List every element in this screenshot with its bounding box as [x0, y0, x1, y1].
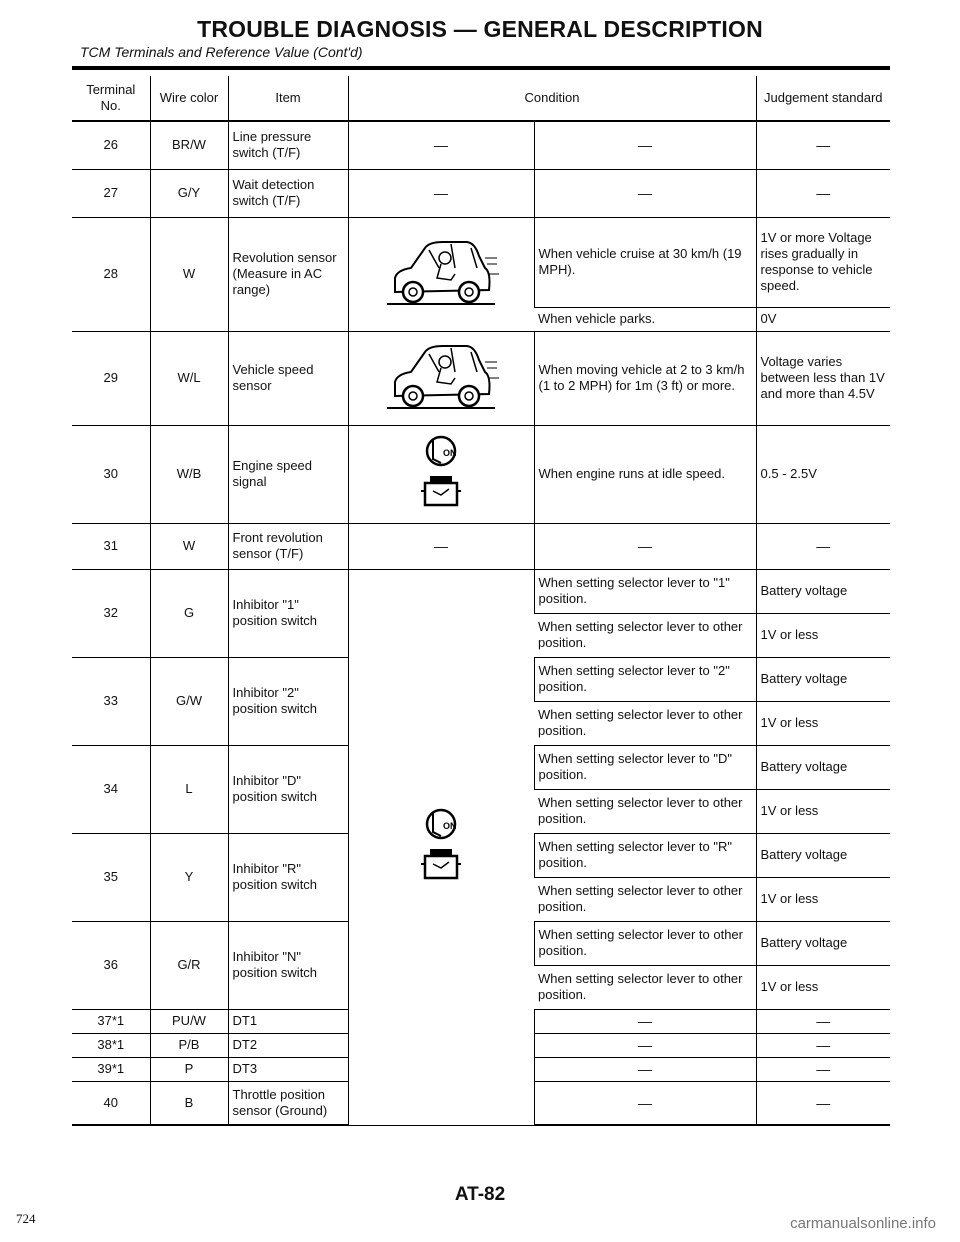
page-number: 724: [16, 1211, 36, 1226]
col-wire: Wire color: [150, 76, 228, 121]
table-row: 40 B Throttle position sensor (Ground) — —: [72, 1081, 890, 1125]
table-header-row: [72, 76, 890, 121]
col-judgement: Judgement standard: [756, 76, 890, 121]
header-rule: [72, 66, 890, 70]
col-condition: Condition: [348, 76, 756, 121]
table-row: 32 G Inhibitor "1" position switch ON When setting selector lever to "1" position. Battery voltage: [72, 569, 890, 613]
table-row: When setting selector lever to other position. 1V or less: [72, 877, 890, 921]
table-row: When setting selector lever to other position. 1V or less: [72, 789, 890, 833]
table-row: 28 W Revolution sensor (Measure in AC range) When vehicle cruise at 30 km/h (19 MPH). 1V or more Voltage rises gradually in response to vehicle speed.: [72, 217, 890, 307]
table-row: 36 G/R Inhibitor "N" position switch When setting selector lever to other position. Battery voltage: [72, 921, 890, 965]
col-terminal: Terminal No.: [72, 76, 150, 121]
table-row: 39*1 P DT3 — —: [72, 1057, 890, 1081]
car-driver-icon: [348, 331, 534, 425]
table-row: 27 G/Y Wait detection switch (T/F) — — —: [72, 169, 890, 217]
table-row: When setting selector lever to other position. 1V or less: [72, 613, 890, 657]
watermark: carmanualsonline.info: [790, 1215, 936, 1232]
table-row: 29 W/L Vehicle speed sensor When moving vehicle at 2 to 3 km/h (1 to 2 MPH) for 1m (3 ft) or more. Voltage varies between less than 1V and more than 4.5V: [72, 331, 890, 425]
ignition-on-label: ON: [443, 448, 457, 458]
table-row: When vehicle parks. 0V: [72, 307, 890, 331]
table-row: 31 W Front revolution sensor (T/F) — — —: [72, 523, 890, 569]
table-row: 37*1 PU/W DT1 — —: [72, 1009, 890, 1033]
ignition-on-icon: [411, 429, 471, 519]
table-row: 38*1 P/B DT2 — —: [72, 1033, 890, 1057]
table-row: When setting selector lever to other position. 1V or less: [72, 701, 890, 745]
table-row: When setting selector lever to other position. 1V or less: [72, 965, 890, 1009]
table-row: 33 G/W Inhibitor "2" position switch When setting selector lever to "2" position. Battery voltage: [72, 657, 890, 701]
page-code: AT-82: [454, 1184, 506, 1205]
table-row: 26 BR/W Line pressure switch (T/F) — — —: [72, 121, 890, 169]
page-title: TROUBLE DIAGNOSIS — GENERAL DESCRIPTION: [197, 16, 763, 42]
ignition-on-icon: [411, 802, 471, 892]
page-subtitle: TCM Terminals and Reference Value (Cont'd): [80, 44, 363, 60]
table-row: 34 L Inhibitor "D" position switch When setting selector lever to "D" position. Battery voltage: [72, 745, 890, 789]
col-item: Item: [228, 76, 348, 121]
car-driver-icon: [348, 217, 534, 331]
terminal-table: [72, 76, 890, 1126]
table-row: 35 Y Inhibitor "R" position switch When setting selector lever to "R" position. Battery voltage: [72, 833, 890, 877]
ignition-on-label: ON: [443, 821, 457, 831]
table-row: 30 W/B Engine speed signal ON When engine runs at idle speed. 0.5 - 2.5V: [72, 425, 890, 523]
ignition-engine-icon-cell: [348, 569, 534, 1125]
